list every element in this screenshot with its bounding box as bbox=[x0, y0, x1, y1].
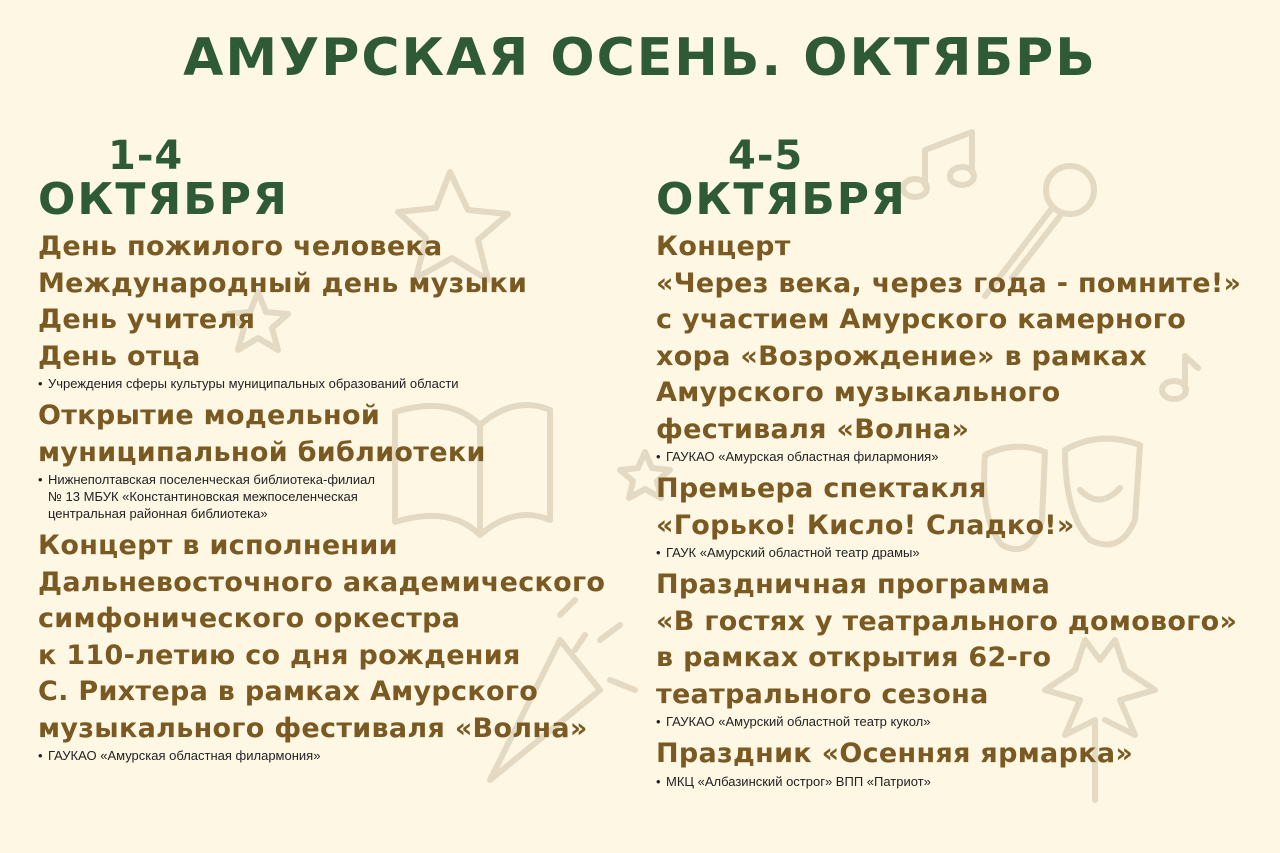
bullet-icon: • bbox=[656, 449, 661, 464]
event-title-line: Праздник «Осенняя ярмарка» bbox=[656, 738, 1134, 769]
event-group bbox=[656, 736, 1266, 790]
event-title-line: театрального сезона bbox=[656, 678, 989, 710]
event-venue: • ГАУКАО «Амурская областная филармония» bbox=[656, 449, 939, 464]
event-title-line: муниципальной библиотеки bbox=[38, 436, 486, 468]
event-venue: • ГАУКАО «Амурский областной театр кукол» bbox=[656, 714, 931, 729]
event-title-line: симфонического оркестра bbox=[38, 603, 461, 634]
event-venue: • Учреждения сферы культуры муниципальных образований области bbox=[38, 376, 459, 391]
event-venue: • ГАУКАО «Амурская областная филармония» bbox=[38, 748, 321, 763]
event-title-line: с участием Амурского камерного bbox=[656, 304, 1187, 335]
bullet-icon: • bbox=[38, 748, 43, 763]
bullet-icon: • bbox=[656, 773, 661, 789]
event-title-line: Открытие модельной bbox=[38, 400, 381, 431]
event-title-line: Международный день музыки bbox=[38, 267, 528, 299]
event-title-line: День пожилого человека bbox=[38, 231, 443, 262]
bullet-icon: • bbox=[38, 376, 43, 391]
event-title-line: «В гостях у театрального домового» bbox=[656, 605, 1238, 637]
date-range: 1-4 bbox=[108, 133, 184, 179]
event-group bbox=[38, 229, 638, 392]
date-month: ОКТЯБРЯ bbox=[38, 174, 289, 225]
event-group bbox=[38, 528, 638, 764]
event-group bbox=[656, 567, 1266, 730]
event-title-line: С. Рихтера в рамках Амурского bbox=[38, 676, 539, 707]
event-title-line: День отца bbox=[38, 340, 201, 372]
bullet-icon: • bbox=[656, 714, 661, 729]
bullet-icon: • bbox=[38, 472, 43, 487]
event-title-line: музыкального фестиваля «Волна» bbox=[38, 712, 588, 744]
event-title-line: Амурского музыкального bbox=[656, 377, 1061, 408]
event-title-line: «Через века, через года - помните!» bbox=[656, 267, 1242, 299]
bullet-icon: • bbox=[656, 545, 661, 560]
event-title-line: День учителя bbox=[38, 304, 256, 335]
event-title-line: «Горько! Кисло! Сладко!» bbox=[656, 509, 1075, 541]
event-title-line: фестиваля «Волна» bbox=[656, 413, 970, 445]
date-month: ОКТЯБРЯ bbox=[656, 174, 907, 225]
event-title-line: хора «Возрождение» в рамках bbox=[656, 340, 1147, 372]
column-oct-1-4 bbox=[38, 135, 638, 770]
page-title: АМУРСКАЯ ОСЕНЬ. ОКТЯБРЬ bbox=[183, 28, 1097, 88]
event-title-line: Концерт в исполнении bbox=[38, 530, 398, 561]
event-title-line: в рамках открытия 62-го bbox=[656, 642, 1052, 673]
event-title-line: к 110-летию со дня рождения bbox=[38, 639, 521, 671]
event-group bbox=[38, 398, 638, 522]
date-range: 4-5 bbox=[728, 133, 804, 179]
event-venue: • Нижнеполтавская поселенческая библиотека-филиал № 13 МБУК «Константиновская межпоселенческая центральная районная библиотека» bbox=[38, 472, 375, 521]
event-title-line: Дальневосточного академического bbox=[38, 566, 606, 598]
event-title-line: Праздничная программа bbox=[656, 569, 1051, 600]
event-venue: • ГАУК «Амурский областной театр драмы» bbox=[656, 545, 920, 560]
event-venue: • МКЦ «Албазинский острог» ВПП «Патриот» bbox=[656, 773, 931, 789]
event-group bbox=[656, 471, 1266, 561]
event-title-line: Премьера спектакля bbox=[656, 473, 987, 504]
event-group bbox=[656, 229, 1266, 465]
column-oct-4-5 bbox=[656, 135, 1266, 796]
event-title-line: Концерт bbox=[656, 231, 791, 262]
